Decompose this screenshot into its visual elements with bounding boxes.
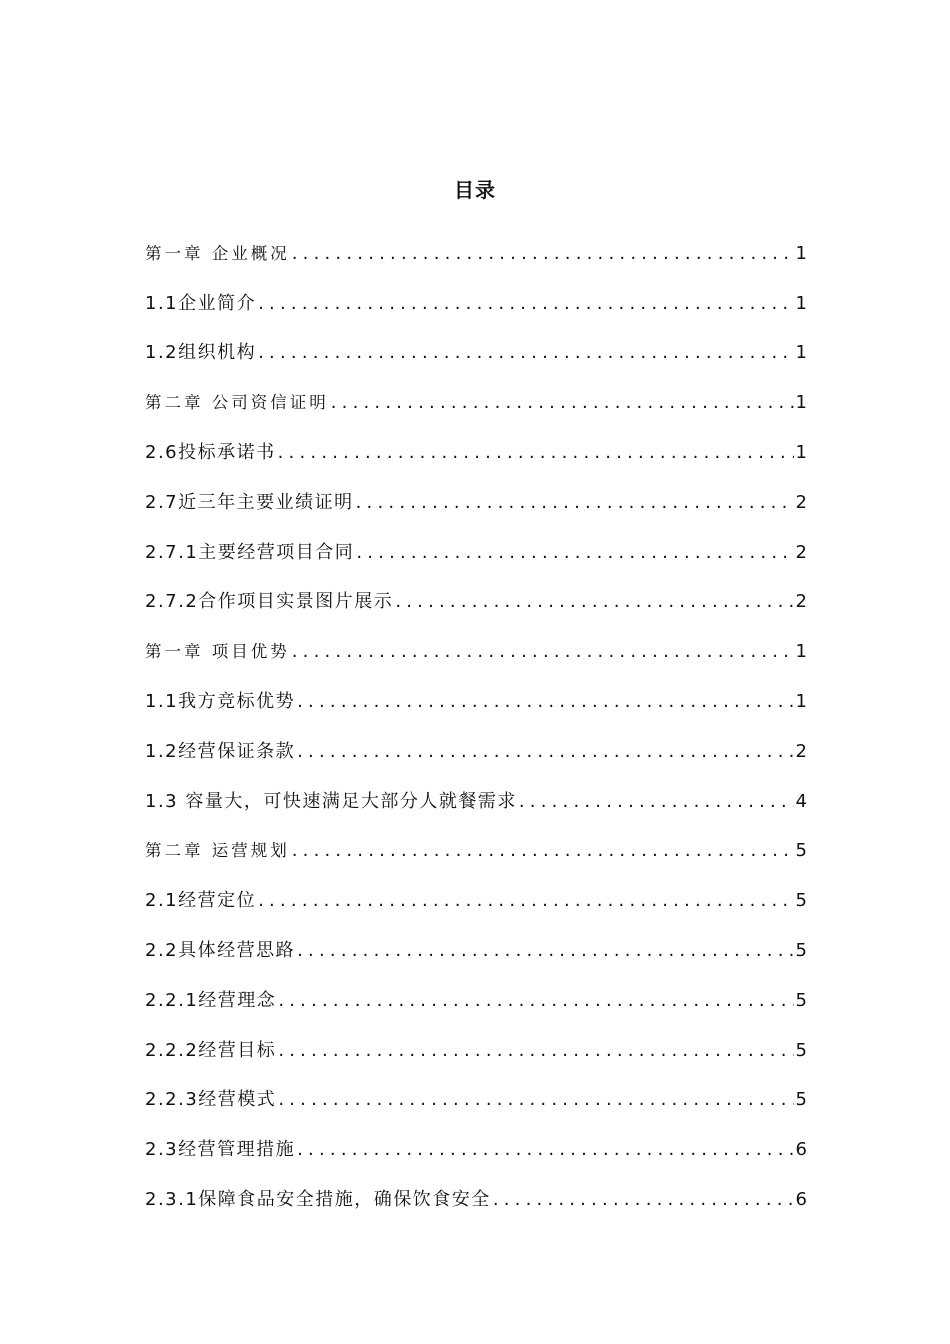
- toc-entry-label: 2.3经营管理措施: [145, 1139, 296, 1161]
- toc-dot-leader: [295, 1131, 793, 1169]
- toc-page-number: 2: [795, 491, 807, 513]
- toc-page-number: 1: [795, 690, 807, 712]
- toc-entry-label: 2.7.2合作项目实景图片展示: [145, 591, 394, 613]
- toc-dot-leader: [276, 434, 794, 472]
- toc-entry-label: 第一章 项目优势: [145, 642, 290, 662]
- toc-page-number: 1: [795, 292, 807, 314]
- toc-dot-leader: [276, 1081, 793, 1119]
- toc-dot-leader: [354, 484, 794, 522]
- toc-dot-leader: [517, 783, 794, 821]
- toc-entry-label: 2.7.1主要经营项目合同: [145, 541, 355, 563]
- toc-entry-label: 2.2.2经营目标: [145, 1039, 277, 1061]
- toc-title: 目录: [454, 178, 496, 202]
- toc-page-number: 2: [795, 740, 807, 762]
- toc-entry[interactable]: [145, 621, 807, 671]
- toc-page-number: 1: [795, 441, 807, 463]
- toc-entry[interactable]: [145, 920, 807, 970]
- toc-entry[interactable]: [145, 323, 807, 373]
- toc-entry-label: 1.3 容量大，可快速满足大部分人就餐需求: [145, 790, 517, 812]
- toc-entry-label: 第一章 企业概况: [145, 243, 290, 263]
- toc-page-number: 6: [795, 1139, 807, 1161]
- toc-entry[interactable]: [145, 273, 807, 323]
- toc-dot-leader: [290, 633, 794, 671]
- toc-page-number: 5: [795, 890, 807, 912]
- toc-entry[interactable]: [145, 572, 807, 622]
- toc-entry-label: 2.7近三年主要业绩证明: [145, 491, 354, 513]
- toc-page-number: 5: [795, 840, 807, 862]
- toc-entry-label: 2.2具体经营思路: [145, 939, 296, 961]
- toc-entry[interactable]: [145, 1070, 807, 1120]
- toc-page-number: 1: [795, 242, 807, 264]
- toc-page-number: 2: [795, 591, 807, 613]
- toc-dot-leader: [276, 982, 793, 1020]
- toc-entry[interactable]: [145, 671, 807, 721]
- toc-entry[interactable]: [145, 1020, 807, 1070]
- toc-entry-label: 1.2组织机构: [145, 342, 257, 364]
- toc-page-number: 4: [795, 790, 807, 812]
- toc-page-number: 5: [795, 1089, 807, 1111]
- toc-entry-label: 第二章 公司资信证明: [145, 393, 329, 413]
- toc-page-number: 6: [795, 1188, 807, 1210]
- toc-entry[interactable]: [145, 970, 807, 1020]
- toc-entry[interactable]: [145, 522, 807, 572]
- toc-entry[interactable]: [145, 771, 807, 821]
- toc-page-number: 2: [795, 541, 807, 563]
- toc-entry[interactable]: [145, 721, 807, 771]
- toc-entry[interactable]: [145, 870, 807, 920]
- toc-page-number: 5: [795, 939, 807, 961]
- toc-dot-leader: [295, 932, 793, 970]
- toc-entry-label: 第二章 运营规划: [145, 841, 290, 861]
- toc-dot-leader: [354, 534, 793, 572]
- toc-entry[interactable]: [145, 1169, 807, 1219]
- toc-dot-leader: [290, 832, 794, 870]
- toc-dot-leader: [276, 1032, 793, 1070]
- toc-dot-leader: [393, 583, 793, 621]
- toc-entry-label: 2.2.3经营模式: [145, 1089, 277, 1111]
- toc-dot-leader: [295, 683, 793, 721]
- toc-entry-label: 1.1企业简介: [145, 292, 257, 314]
- toc-entry[interactable]: [145, 223, 807, 273]
- toc-dot-leader: [290, 235, 794, 273]
- toc-entry-label: 2.1经营定位: [145, 890, 257, 912]
- toc-entry[interactable]: [145, 372, 807, 422]
- toc-page-number: 5: [795, 1039, 807, 1061]
- toc-dot-leader: [256, 285, 793, 323]
- toc-page-number: 1: [795, 392, 807, 414]
- toc-page-number: 1: [795, 342, 807, 364]
- toc-dot-leader: [256, 334, 793, 372]
- toc-entry-label: 2.6投标承诺书: [145, 441, 276, 463]
- toc-dot-leader: [256, 882, 793, 920]
- toc-entry-label: 2.2.1经营理念: [145, 989, 277, 1011]
- toc-page-number: 1: [795, 641, 807, 663]
- toc-page-number: 5: [795, 989, 807, 1011]
- toc-entry-label: 2.3.1保障食品安全措施，确保饮食安全: [145, 1188, 491, 1210]
- toc-entry[interactable]: [145, 1119, 807, 1169]
- toc-entry-label: 1.2经营保证条款: [145, 740, 296, 762]
- toc-entry[interactable]: [145, 821, 807, 871]
- toc-entry-label: 1.1我方竞标优势: [145, 690, 296, 712]
- toc-dot-leader: [295, 733, 793, 771]
- toc-entry[interactable]: [145, 472, 807, 522]
- toc-list: [145, 223, 807, 1219]
- toc-entry[interactable]: [145, 422, 807, 472]
- toc-dot-leader: [491, 1181, 794, 1219]
- toc-dot-leader: [329, 384, 794, 422]
